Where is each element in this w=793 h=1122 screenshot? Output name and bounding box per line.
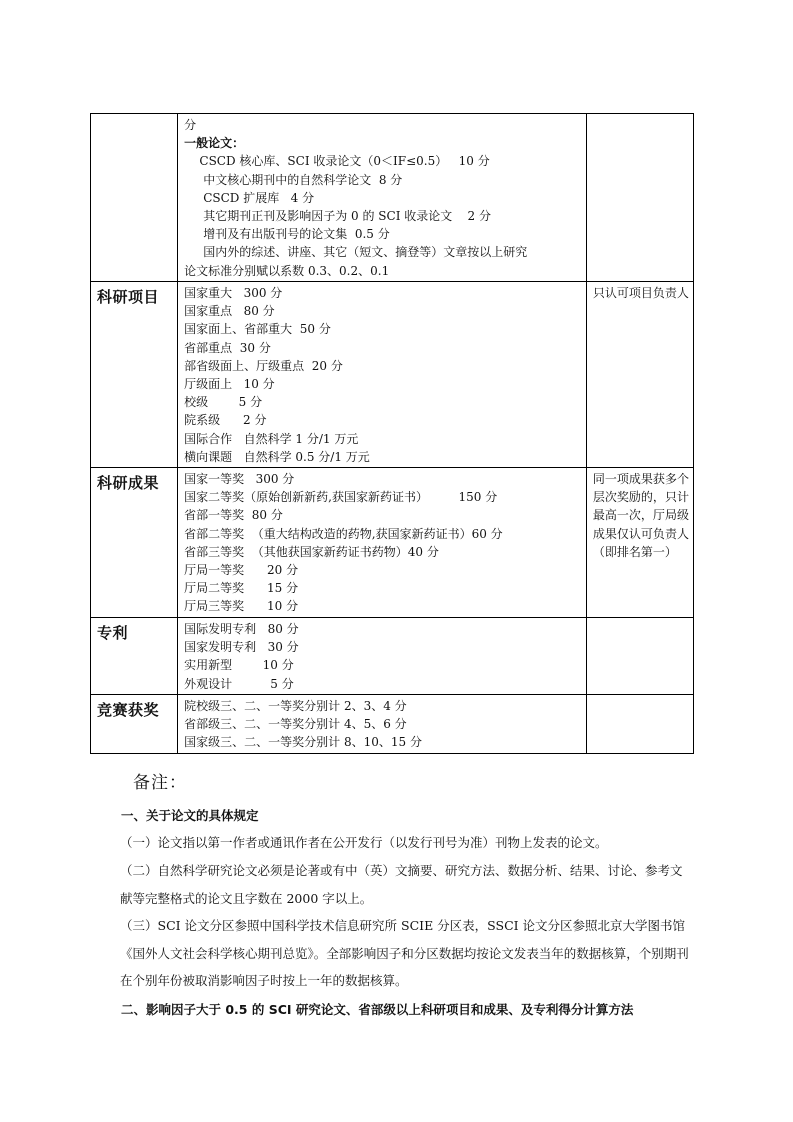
criteria-line: 国家重点 80 分 (184, 304, 275, 319)
criteria-line: 论文标准分别赋以系数 0.3、0.2、0.1 (184, 263, 390, 278)
criteria-line: 国家发明专利 30 分 (184, 640, 299, 655)
paragraph-1: （一）论文指以第一作者或通讯作者在公开发行（以发行刊号为准）刊物上发表的论文。 (120, 835, 608, 850)
criteria-cell (178, 468, 587, 618)
section1-heading: 一、关于论文的具体规定 (121, 808, 259, 823)
criteria-cell (178, 282, 587, 468)
table-row (91, 282, 694, 468)
score-table (90, 113, 694, 754)
criteria-line: 厅局一等奖 20 分 (184, 563, 299, 578)
criteria-line: 外观设计 5 分 (184, 676, 294, 691)
criteria-line: 增刊及有出版刊号的论文集 0.5 分 (184, 227, 390, 242)
table-row (91, 468, 694, 618)
table-row (91, 114, 694, 282)
criteria-line: 省部三等奖 （其他获国家新药证书药物）40 分 (184, 544, 439, 559)
category-cell (91, 114, 178, 282)
criteria-line: 院系级 2 分 (184, 413, 267, 428)
remark-cell (586, 695, 693, 754)
remark-cell (586, 114, 693, 282)
paragraph-3: （三）SCI 论文分区参照中国科学技术信息研究所 SCIE 分区表，SSCI 论文分区参照北京大学图书馆《国外人文社会科学核心期刊总览》。全部影响因子和分区数据均按论文发表当年的数据核算，个别期刊在个别年份被取消影响因子时按上一年的数据核算。 (120, 918, 689, 988)
table-body (91, 114, 694, 754)
criteria-line: 厅局二等奖 15 分 (184, 581, 299, 596)
paragraph-2: （二）自然科学研究论文必须是论著或有中（英）文摘要、研究方法、数据分析、结果、讨论、参考文献等完整格式的论文且字数在 2000 字以上。 (120, 863, 683, 906)
criteria-line: 国际发明专利 80 分 (184, 622, 299, 637)
criteria-line: 国家重大 300 分 (184, 286, 283, 300)
criteria-line: 厅局三等奖 10 分 (184, 599, 299, 614)
criteria-line: 国内外的综述、讲座、其它（短文、摘登等）文章按以上研究 (184, 245, 528, 260)
remark-cell: 只认可项目负责人 (586, 282, 693, 468)
criteria-line: 省部二等奖 （重大结构改造的药物,获国家新药证书）60 分 (184, 526, 503, 541)
criteria-line: 一般论文： (184, 136, 245, 151)
criteria-line: 国际合作 自然科学 1 分/1 万元 (184, 431, 359, 446)
category-cell: 竞赛获奖 (91, 695, 178, 754)
criteria-line: 中文核心期刊中的自然科学论文 8 分 (184, 172, 403, 187)
remark-cell: 同一项成果获多个层次奖励的，只计最高一次，厅局级成果仅认可负责人（即排名第一） (586, 468, 693, 618)
criteria-line: 国家一等奖 300 分 (184, 472, 295, 487)
criteria-line: 部省级面上、厅级重点 20 分 (184, 358, 343, 373)
criteria-line: CSCD 核心库、SCI 收录论文（0＜IF≤0.5） 10 分 (184, 154, 490, 169)
remark-cell (586, 618, 693, 695)
criteria-line: 国家级三、二、一等奖分别计 8、10、15 分 (184, 735, 422, 750)
section2-heading: 二、影响因子大于 0.5 的 SCI 研究论文、省部级以上科研项目和成果、及专利得分计算方法 (121, 1002, 634, 1017)
criteria-line: 省部一等奖 80 分 (184, 508, 283, 523)
category-cell: 科研成果 (91, 468, 178, 618)
criteria-cell (178, 695, 587, 754)
criteria-line: 分 (184, 118, 197, 132)
criteria-line: 国家二等奖（原始创新新药,获国家新药证书） 150 分 (184, 490, 498, 505)
category-cell: 科研项目 (91, 282, 178, 468)
criteria-cell (178, 618, 587, 695)
category-cell: 专利 (91, 618, 178, 695)
table-row (91, 618, 694, 695)
criteria-line: 省部重点 30 分 (184, 340, 271, 355)
criteria-line: 厅级面上 10 分 (184, 377, 275, 392)
criteria-line: 其它期刊正刊及影响因子为 0 的 SCI 收录论文 2 分 (184, 209, 491, 224)
criteria-line: 横向课题 自然科学 0.5 分/1 万元 (184, 449, 370, 464)
criteria-line: 校级 5 分 (184, 395, 263, 410)
criteria-line: CSCD 扩展库 4 分 (184, 190, 315, 205)
table-row (91, 695, 694, 754)
criteria-line: 实用新型 10 分 (184, 658, 294, 673)
criteria-line: 省部级三、二、一等奖分别计 4、5、6 分 (184, 717, 407, 732)
criteria-line: 院校级三、二、一等奖分别计 2、3、4 分 (184, 699, 407, 714)
notes-title: 备注： (133, 773, 187, 793)
criteria-cell (178, 114, 587, 282)
criteria-line: 国家面上、省部重大 50 分 (184, 322, 331, 337)
